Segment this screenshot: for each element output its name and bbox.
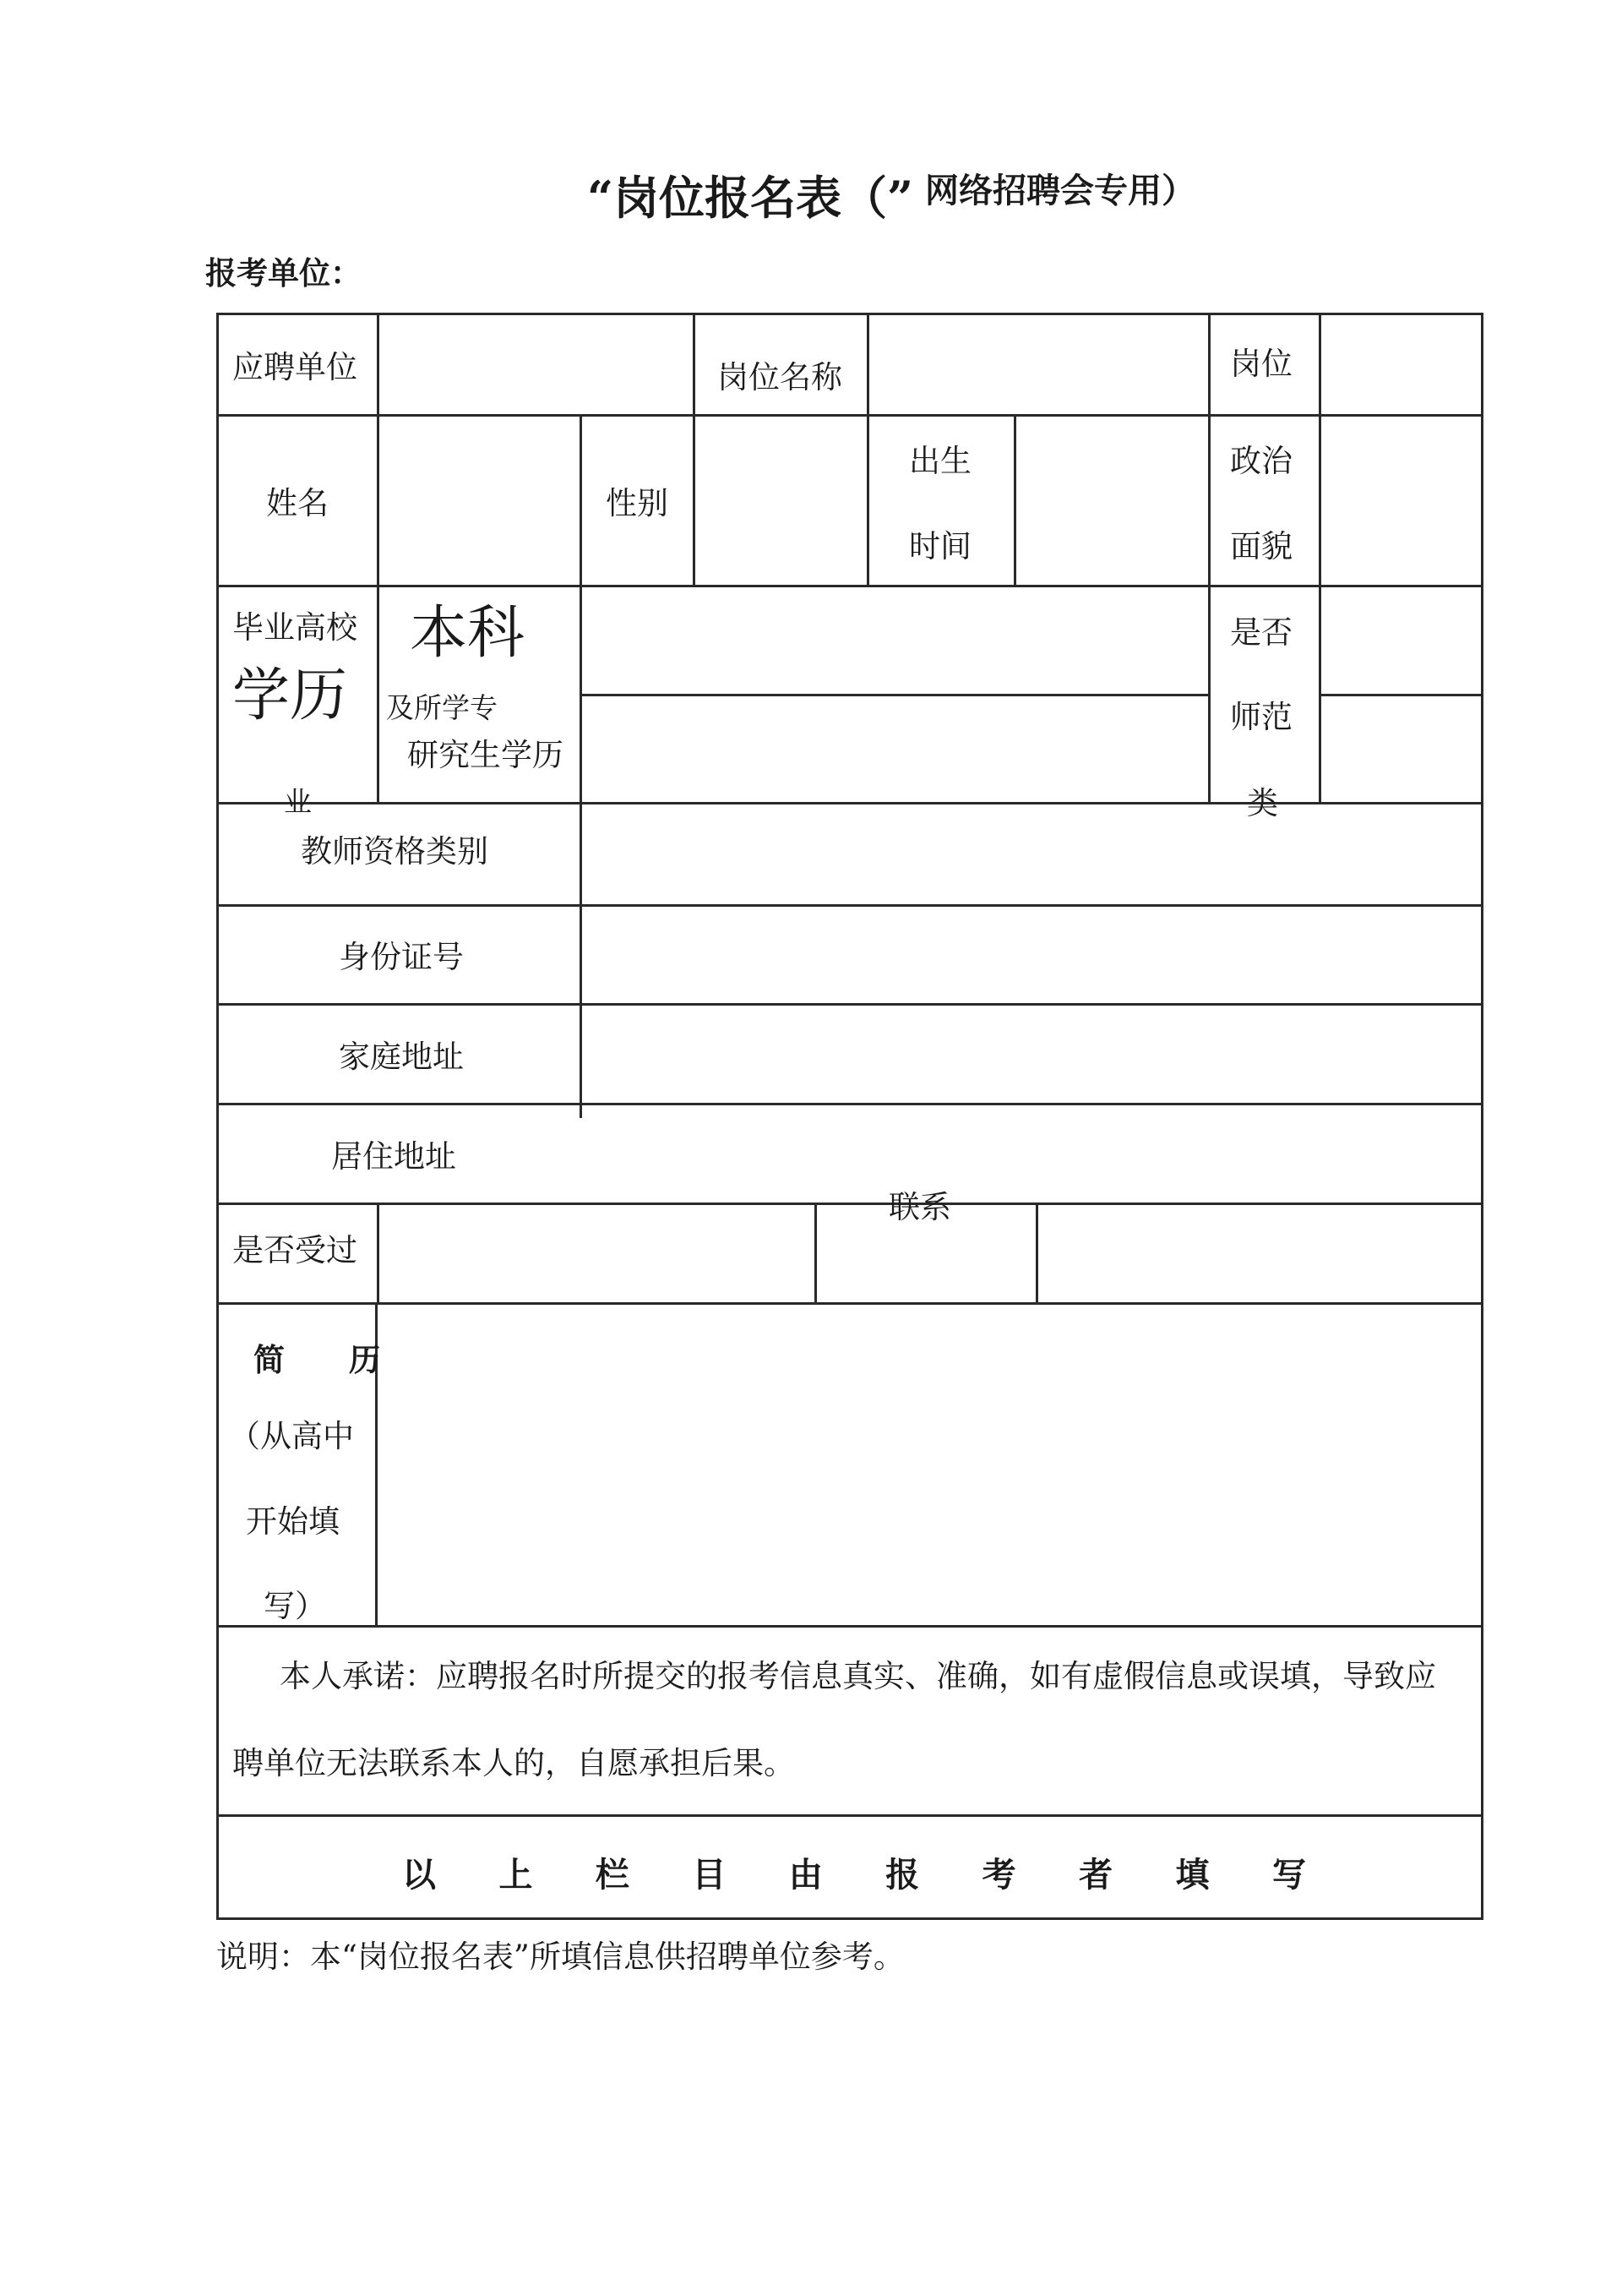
teacher-cert-field[interactable] [582, 804, 1479, 903]
major-label-end: 业 [284, 785, 312, 818]
position-label: 岗位 [1230, 346, 1293, 382]
filled-by-char: 以 [402, 1855, 436, 1895]
political-label-line2: 面貌 [1230, 528, 1293, 564]
exam-unit-label: 报考单位： [205, 254, 362, 292]
position-name-label: 岗位名称 [717, 359, 842, 395]
residence-address-label: 居住地址 [331, 1138, 456, 1175]
resume-char: 简 [253, 1341, 285, 1378]
received-field[interactable] [379, 1205, 813, 1301]
home-address-field[interactable] [582, 1006, 1479, 1101]
document-subtitle: 网络招聘会专用） [925, 171, 1195, 210]
applying-unit-label: 应聘单位 [232, 349, 357, 385]
resume-note-line3: 写） [264, 1588, 326, 1624]
received-label: 是否受过 [232, 1232, 357, 1268]
position-name-field[interactable] [869, 315, 1206, 412]
contact-label: 联系 [889, 1189, 951, 1225]
gender-field[interactable] [695, 417, 865, 583]
education-label: 学历 [232, 663, 348, 729]
footer-note: 说明：本“岗位报名表”所填信息供招聘单位参考。 [216, 1939, 905, 1975]
graduate-degree-field[interactable] [582, 696, 1206, 800]
resume-char: 历 [349, 1341, 380, 1378]
normal-label-line2: 师范 [1230, 699, 1293, 735]
birth-label-line1: 出生 [909, 443, 972, 479]
filled-by-char: 报 [885, 1855, 920, 1895]
bachelor-field[interactable] [582, 587, 1206, 692]
teacher-cert-label: 教师资格类别 [301, 833, 488, 870]
filled-by-char: 目 [692, 1855, 727, 1895]
resume-note-line2: 开始填 [246, 1503, 340, 1540]
pledge-line2: 聘单位无法联系本人的，自愿承担后果。 [232, 1745, 795, 1781]
normal-field-top[interactable] [1321, 587, 1479, 692]
gender-label: 性别 [606, 485, 668, 521]
major-label: 及所学专 [386, 691, 498, 724]
resume-field[interactable] [378, 1305, 1479, 1623]
name-field[interactable] [379, 417, 578, 583]
residence-address-field[interactable] [582, 1105, 1479, 1201]
filled-by-char: 上 [498, 1855, 533, 1895]
birth-label-line2: 时间 [909, 528, 972, 564]
bachelor-label: 本科 [410, 600, 525, 667]
contact-field[interactable] [1038, 1205, 1479, 1301]
pledge-line1: 本人承诺：应聘报名时所提交的报考信息真实、准确，如有虚假信息或误填，导致应 [280, 1658, 1436, 1694]
id-number-field[interactable] [582, 907, 1479, 1001]
document-title: “岗位报名表（” [587, 171, 914, 225]
resume-title [253, 1334, 380, 1378]
home-address-label: 家庭地址 [339, 1039, 464, 1075]
filled-by-char: 栏 [595, 1855, 629, 1895]
normal-field-bottom[interactable] [1321, 696, 1479, 800]
political-field[interactable] [1321, 417, 1479, 583]
political-label-line1: 政治 [1230, 443, 1293, 479]
applying-unit-field[interactable] [379, 315, 691, 412]
filled-by-note [402, 1848, 1306, 1895]
position-field[interactable] [1321, 315, 1479, 412]
normal-label-line1: 是否 [1230, 614, 1293, 651]
graduated-school-label: 毕业高校 [232, 609, 357, 646]
normal-label-line3: 类 [1247, 785, 1278, 821]
graduate-degree-label: 研究生学历 [407, 737, 563, 773]
filled-by-char: 填 [1175, 1855, 1210, 1895]
id-number-label: 身份证号 [339, 939, 464, 975]
filled-by-char: 者 [1079, 1855, 1113, 1895]
name-label: 姓名 [266, 485, 329, 521]
filled-by-char: 考 [982, 1855, 1016, 1895]
filled-by-char: 由 [788, 1855, 823, 1895]
filled-by-char: 写 [1271, 1855, 1306, 1895]
birth-field[interactable] [1016, 417, 1206, 583]
resume-note-line1: （从高中 [229, 1418, 354, 1454]
